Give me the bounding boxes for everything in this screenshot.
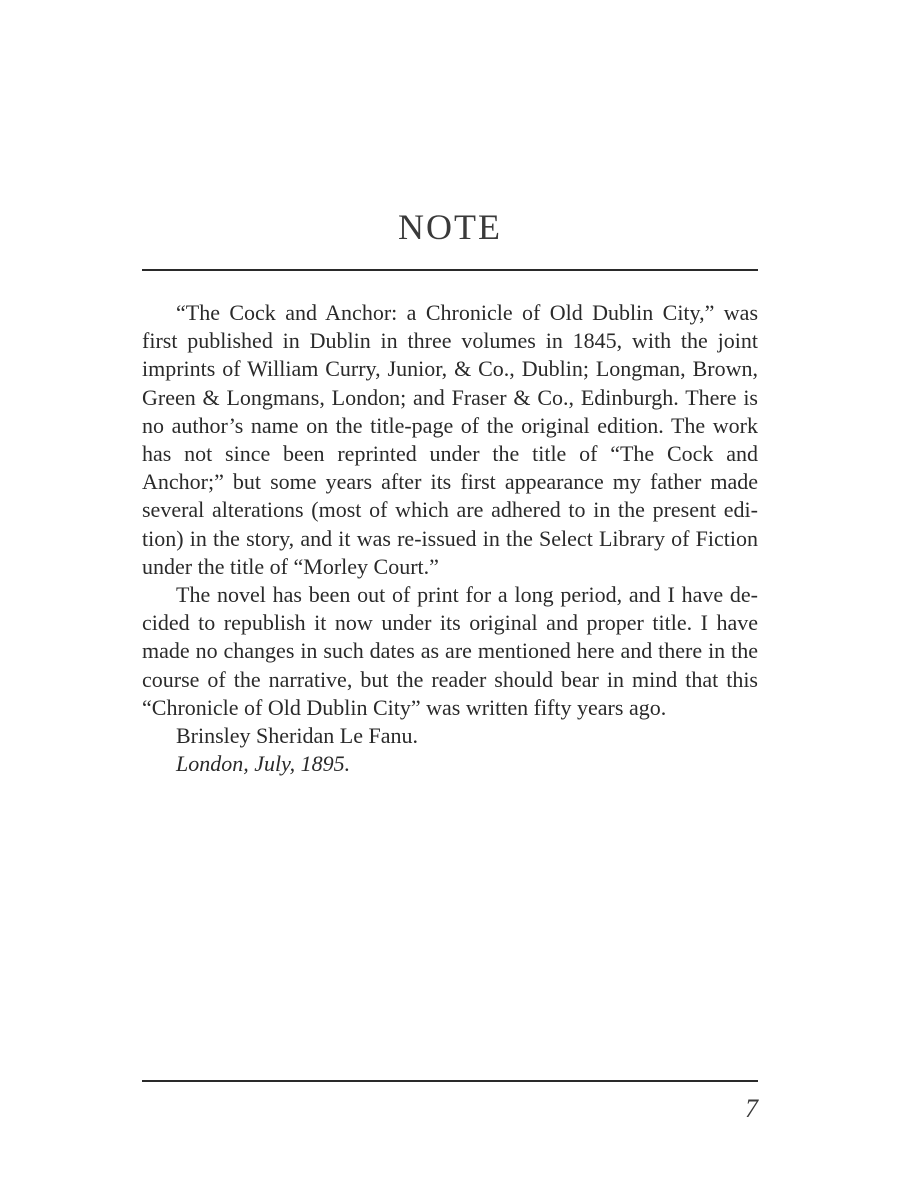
page-title: NOTE xyxy=(398,207,502,247)
signature: Brinsley Sheridan Le Fanu. xyxy=(176,723,418,749)
paragraph-2: The novel has been out of print for a long period, and I have decided to republish it now under its original and proper title. I have made no changes in such dates as are mentioned here and there in the course of the narrative, but the reader should bear in mind that this “Chronicle of Old Dublin City” was written fifty years ago. xyxy=(142,582,758,720)
top-divider xyxy=(142,269,758,271)
paragraph-1: “The Cock and Anchor: a Chronicle of Old Dublin City,” was first published in Dublin in three volumes in 1845, with the joint imprints of William Curry, Junior, & Co., Dublin; Longman, Brown, Green & Longmans, London; and Fraser & Co., Edinburgh. There is no author’s name on the title-page of the original edition. The work has not since been reprinted under the title of “The Cock and Anchor;” but some years after its first appearance my father made several alterations (most of which are adhered to in the present edition) in the story, and it was re-issued in the Select Library of Fiction under the title of “Morley Court.” xyxy=(142,300,758,579)
bottom-divider xyxy=(142,1080,758,1082)
dateline: London, July, 1895. xyxy=(176,751,351,777)
page-number: 7 xyxy=(745,1094,758,1123)
note-body xyxy=(142,299,758,778)
